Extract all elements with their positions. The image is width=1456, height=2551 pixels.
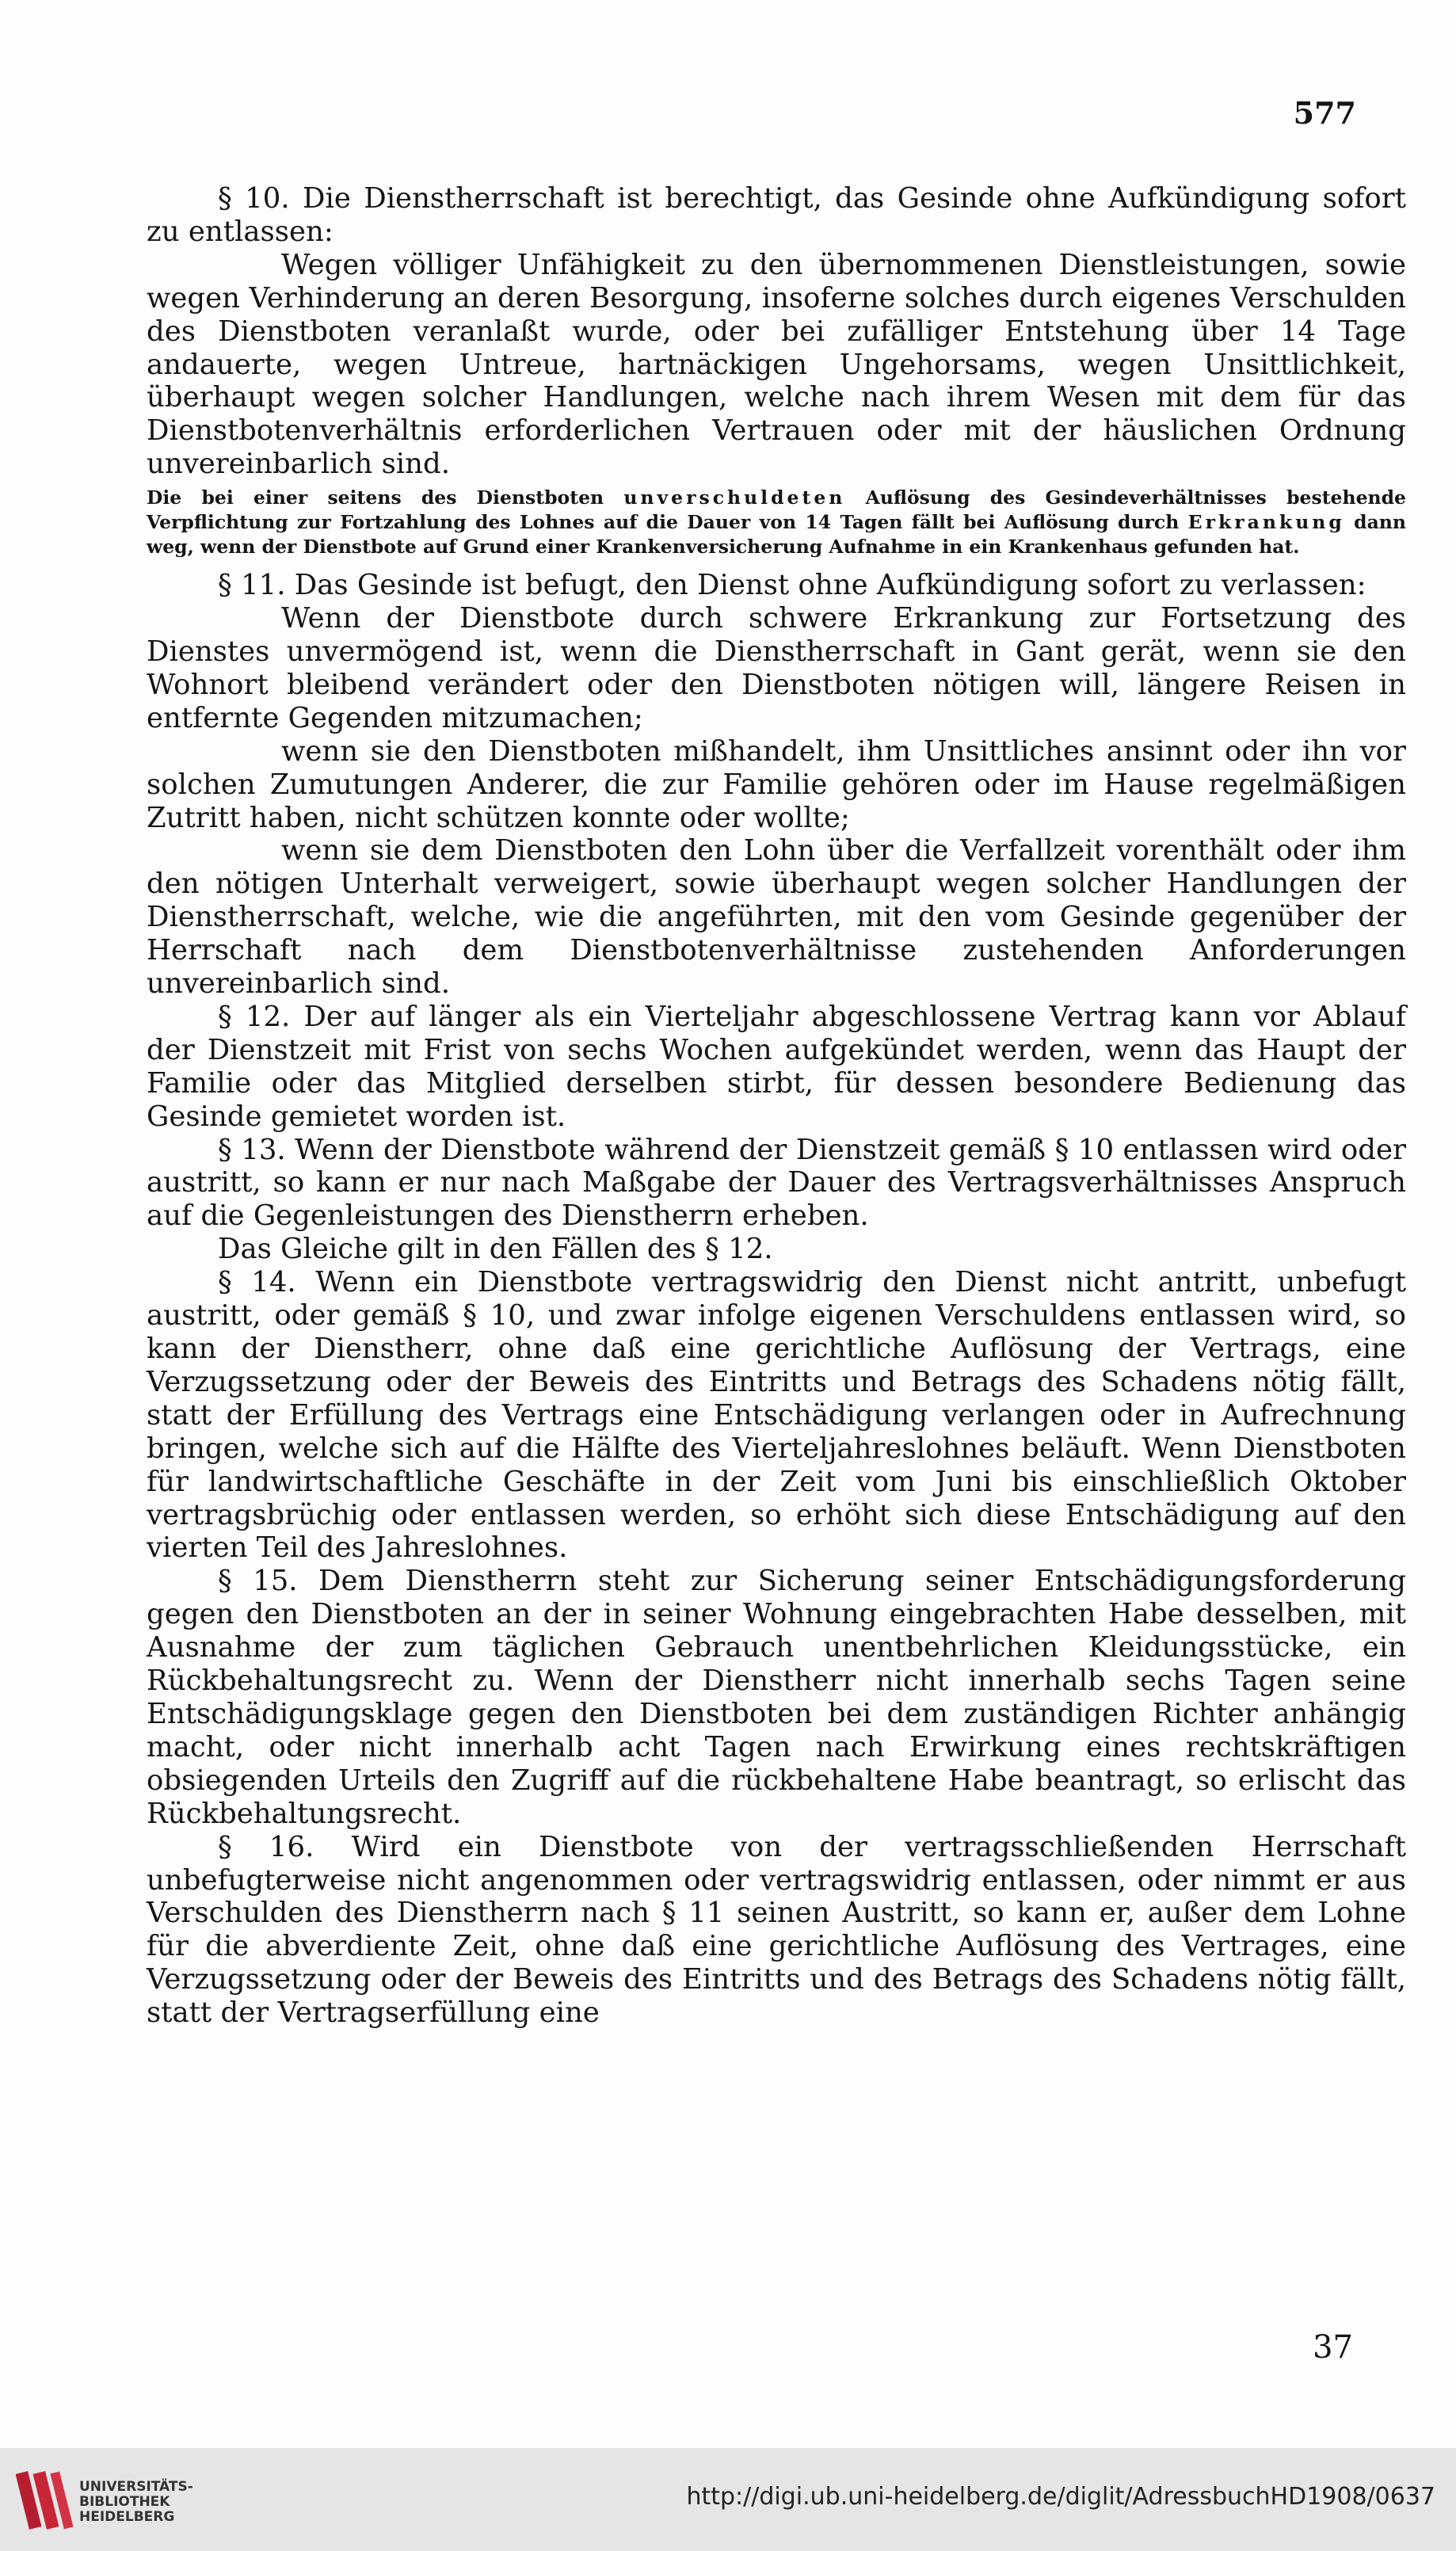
note-spaced-word-1: unverschuldeten	[623, 486, 846, 509]
library-line-1: UNIVERSITÄTS-	[79, 2479, 193, 2495]
paragraph: § 14. Wenn ein Dienstbote vertragswidrig den Dienst nicht antritt, unbefugt austritt, oder gemäß § 10, und zwar infolge eigenen Verschuldens entlassen wird, so kann der Dienstherr, ohne daß eine gerichtliche Auflösung der Vertrags, eine Verzugssetzung oder der Beweis des Eintritts und Betrags des Schadens nötig fällt, statt der Erfüllung des Vertrags eine Entschädigung verlangen oder in Aufrechnung bringen, welche sich auf die Hälfte des Vierteljahreslohnes beläuft. Wenn Dienstboten für landwirtschaftliche Geschäfte in der Zeit vom Juni bis einschließlich Oktober vertragsbrüchig oder entlassen werden, so erhöht sich diese Entschädigung auf den vierten Teil des Jahreslohnes.	[147, 1266, 1406, 1565]
source-url-link[interactable]: http://digi.ub.uni-heidelberg.de/diglit/AdressbuchHD1908/0637	[686, 2483, 1435, 2511]
paragraph: § 16. Wird ein Dienstbote von der vertragsschließenden Herrschaft unbefugterweise nicht angenommen oder vertragswidrig entlassen, oder nimmt er aus Verschulden des Dienstherrn nach § 11 seinen Austritt, so kann er, außer dem Lohne für die abverdiente Zeit, ohne daß eine gerichtliche Auflösung des Vertrages, eine Verzugssetzung oder der Beweis des Eintritts und des Betrags des Schadens nötig fällt, statt der Vertragserfüllung eine	[147, 1830, 1406, 2030]
note-text-1: Die bei einer seitens des Dienstboten	[147, 486, 624, 509]
note-spaced-word-2: Erkrankung	[1187, 511, 1345, 534]
paragraph: Wenn der Dienstbote durch schwere Erkrankung zur Fortsetzung des Dienstes unvermögend ist, wenn die Dienstherrschaft in Gant gerät, wenn sie den Wohnort bleibend verändert oder den Dienstboten nötigen will, längere Reisen in entfernte Gegenden mitzumachen;	[147, 602, 1406, 734]
paragraph: wenn sie dem Dienstboten den Lohn über die Verfallzeit vorenthält oder ihm den nötigen Unterhalt verweigert, sowie überhaupt wegen solcher Handlungen der Dienstherrschaft, welche, wie die angeführten, mit den vom Gesinde gegenüber der Herrschaft nach dem Dienstbotenverhältnisse zustehenden Anforderungen unvereinbarlich sind.	[147, 834, 1406, 1001]
paragraph-group-sections-11-16	[147, 569, 1406, 2030]
paragraph: wenn sie den Dienstboten mißhandelt, ihm Unsittliches ansinnt oder ihn vor solchen Zumutungen Anderer, die zur Familie gehören oder im Hause regelmäßigen Zutritt haben, nicht schützen konnte oder wollte;	[147, 734, 1406, 834]
footnote-small-print	[147, 486, 1406, 559]
library-line-3: HEIDELBERG	[79, 2509, 175, 2525]
library-name	[79, 2480, 193, 2525]
body-text	[147, 182, 1406, 2030]
paragraph: § 13. Wenn der Dienstbote während der Dienstzeit gemäß § 10 entlassen wird oder austritt, so kann er nur nach Maßgabe der Dauer des Vertragsverhältnisses Anspruch auf die Gegenleistungen des Dienstherrn erheben.	[147, 1133, 1406, 1233]
signature-mark: 37	[1313, 2329, 1353, 2366]
paragraph: Das Gleiche gilt in den Fällen des § 12.	[218, 1233, 773, 1266]
university-seal-icon	[16, 2464, 79, 2535]
paragraph-group-section-10	[147, 182, 1406, 481]
page-number: 577	[1293, 95, 1356, 131]
paragraph: § 15. Dem Dienstherrn steht zur Sicherung seiner Entschädigungsforderung gegen den Dienstboten an der in seiner Wohnung eingebrachten Habe desselben, mit Ausnahme der zum täglichen Gebrauch unentbehrlichen Kleidungsstücke, ein Rückbehaltungsrecht zu. Wenn der Dienstherr nicht innerhalb sechs Tagen seine Entschädigungsklage gegen den Dienstboten bei dem zuständigen Richter anhängig macht, oder nicht innerhalb acht Tagen nach Erwirkung eines rechtskräftigen obsiegenden Urteils den Zugriff auf die rückbehaltene Habe beantragt, so erlischt das Rückbehaltungsrecht.	[147, 1565, 1406, 1830]
paragraph: § 11. Das Gesinde ist befugt, den Dienst ohne Aufkündigung sofort zu verlassen:	[218, 569, 1366, 602]
library-line-2: BIBLIOTHEK	[79, 2494, 170, 2510]
note-text-3: dann weg, wenn der Dienstbote auf Grund einer Krankenversicherung Aufnahme in ein Krankenhaus gefunden hat.	[147, 511, 1406, 559]
paragraph: § 10. Die Dienstherrschaft ist berechtigt, das Gesinde ohne Aufkündigung sofort zu entlassen:	[147, 182, 1406, 248]
footer-bar	[0, 2448, 1456, 2551]
paragraph: Wegen völliger Unfähigkeit zu den übernommenen Dienstleistungen, sowie wegen Verhinderung an deren Besorgung, insoferne solches durch eigenes Verschulden des Dienstboten veranlaßt wurde, oder bei zufälliger Entstehung über 14 Tage andauerte, wegen Untreue, hartnäckigen Ungehorsams, wegen Unsittlichkeit, überhaupt wegen solcher Handlungen, welche nach ihrem Wesen mit dem für das Dienstbotenverhältnis erforderlichen Vertrauen oder mit der häuslichen Ordnung unvereinbarlich sind.	[147, 248, 1406, 481]
paragraph: § 12. Der auf länger als ein Vierteljahr abgeschlossene Vertrag kann vor Ablauf der Dienstzeit mit Frist von sechs Wochen aufgekündet werden, wenn das Haupt der Familie oder das Mitglied derselben stirbt, für dessen besondere Bedienung das Gesinde gemietet worden ist.	[147, 1000, 1406, 1133]
note-text-2: Auflösung des Gesindeverhältnisses bestehende Verpflichtung zur Fortzahlung des Lohnes auf die Dauer von 14 Tagen fällt bei Auflösung durch	[147, 486, 1407, 534]
